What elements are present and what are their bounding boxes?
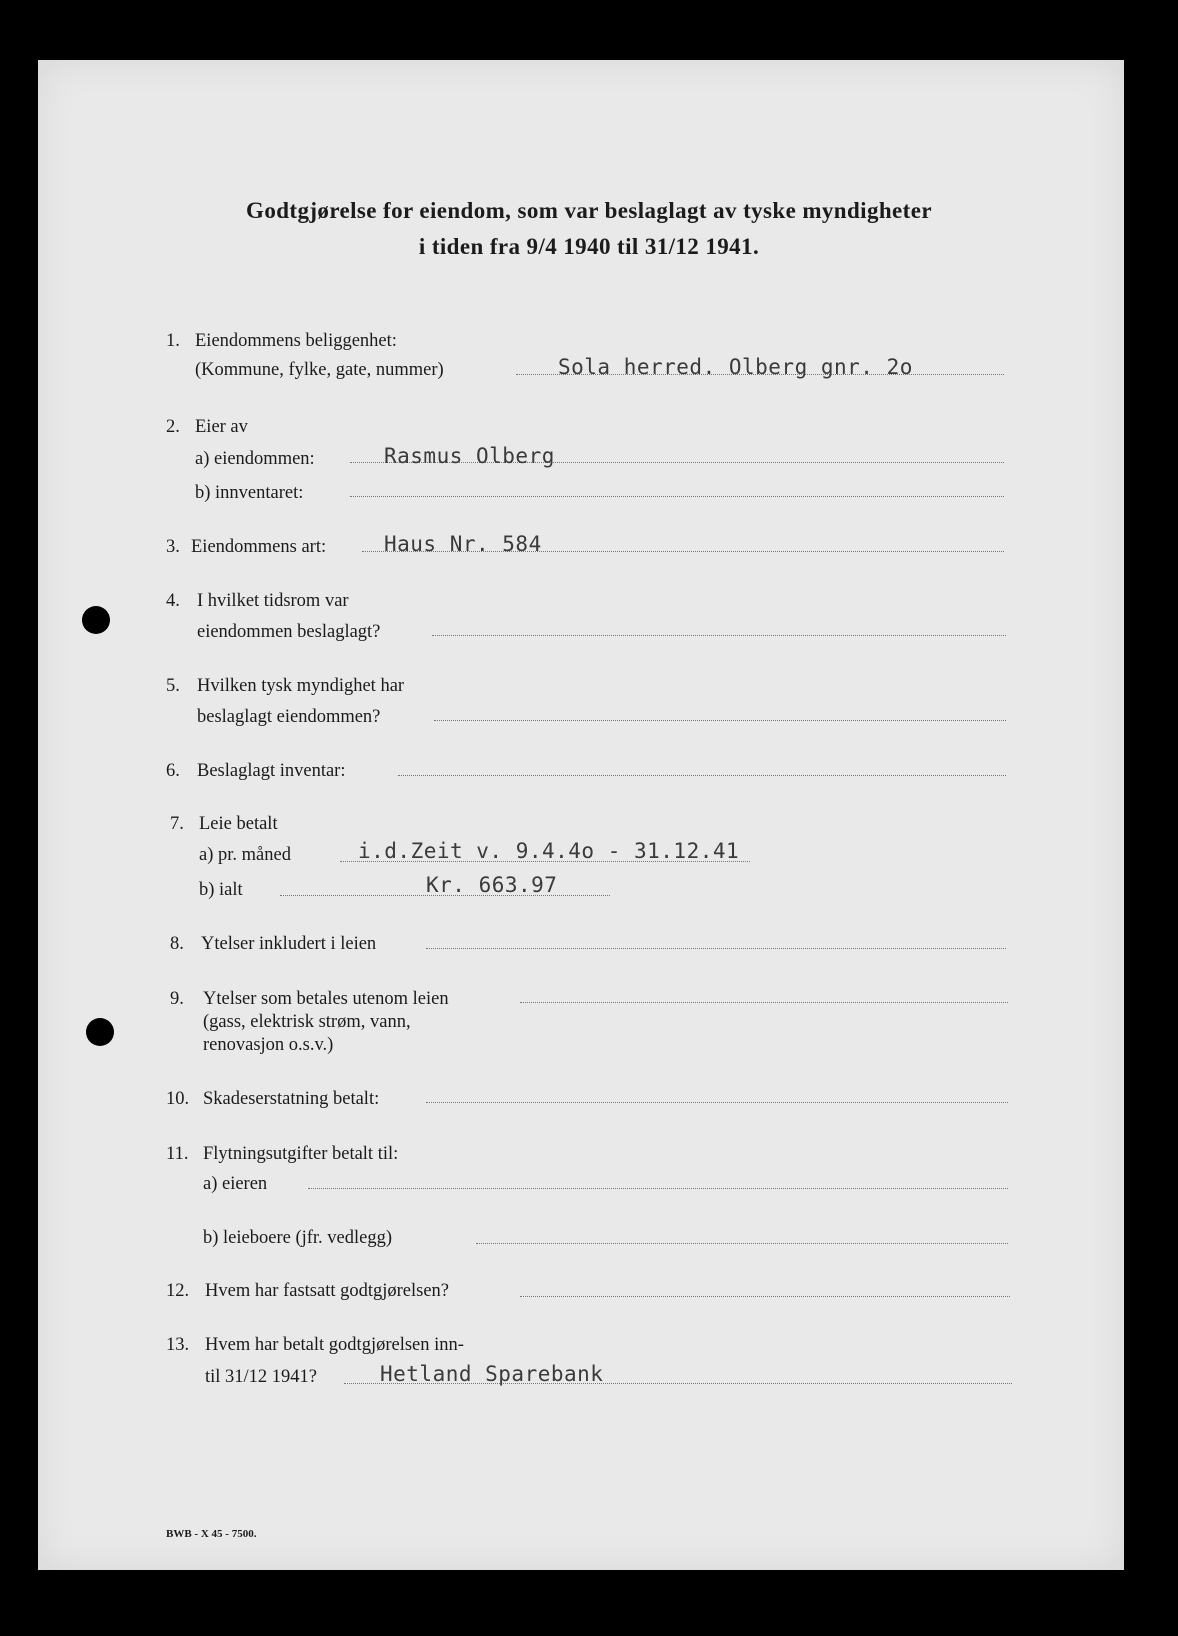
item-10-label: Skadeserstatning betalt:: [203, 1089, 380, 1109]
item-1-value: Sola herred. Olberg gnr. 2o: [558, 355, 913, 379]
item-12-number: 12.: [166, 1281, 190, 1301]
item-9-field-line: [520, 1002, 1008, 1003]
item-5-number: 5.: [166, 676, 180, 696]
item-1-sublabel: (Kommune, fylke, gate, nummer): [195, 360, 444, 380]
form-title-line2: i tiden fra 9/4 1940 til 31/12 1941.: [418, 234, 760, 259]
item-1-number: 1.: [166, 331, 180, 351]
item-5-label: Hvilken tysk myndighet har: [197, 676, 405, 696]
item-5-sublabel: beslaglagt eiendommen?: [197, 707, 381, 727]
item-4-sublabel: eiendommen beslaglagt?: [197, 622, 381, 642]
item-7b-value: Kr. 663.97: [426, 873, 558, 897]
item-13-number: 13.: [166, 1335, 190, 1355]
item-3-label: Eiendommens art:: [191, 537, 327, 557]
item-2b-field-line: [350, 496, 1004, 497]
item-9-label: Ytelser som betales utenom leien: [203, 989, 449, 1009]
item-9-sublabel-2: renovasjon o.s.v.): [203, 1035, 334, 1055]
form-footer-code: BWB - X 45 - 7500.: [166, 1528, 257, 1540]
item-1-label: Eiendommens beliggenhet:: [195, 331, 397, 351]
item-11a-field-line: [308, 1188, 1008, 1189]
item-11-label: Flytningsutgifter betalt til:: [203, 1144, 399, 1164]
form-title-line1: Godtgjørelse for eiendom, som var beslaglagt av tyske myndigheter: [246, 198, 932, 223]
item-2-number: 2.: [166, 417, 180, 437]
item-7-number: 7.: [170, 814, 184, 834]
item-10-number: 10.: [166, 1089, 190, 1109]
item-9-sublabel-1: (gass, elektrisk strøm, vann,: [203, 1012, 411, 1032]
item-7a-label: a) pr. måned: [199, 845, 291, 865]
item-11b-label: b) leieboere (jfr. vedlegg): [203, 1228, 393, 1248]
item-4-label: I hvilket tidsrom var: [197, 591, 349, 611]
punch-hole-top: [82, 606, 110, 634]
item-7a-value: i.d.Zeit v. 9.4.4o - 31.12.41: [358, 839, 740, 863]
item-2a-label: a) eiendommen:: [195, 449, 315, 469]
item-8-number: 8.: [170, 934, 184, 954]
item-13-sublabel: til 31/12 1941?: [205, 1367, 318, 1387]
item-6-label: Beslaglagt inventar:: [197, 761, 346, 781]
item-6-field-line: [398, 775, 1006, 776]
item-8-label: Ytelser inkludert i leien: [201, 934, 377, 954]
item-2a-value: Rasmus Olberg: [384, 444, 555, 468]
item-4-field-line: [432, 635, 1006, 636]
item-3-value: Haus Nr. 584: [384, 532, 542, 556]
item-3-number: 3.: [166, 537, 180, 557]
item-4-number: 4.: [166, 591, 180, 611]
item-11a-label: a) eieren: [203, 1174, 268, 1194]
item-6-number: 6.: [166, 761, 180, 781]
item-11-number: 11.: [166, 1144, 189, 1164]
item-7b-label: b) ialt: [199, 880, 243, 900]
item-13-label: Hvem har betalt godtgjørelsen inn-: [205, 1335, 464, 1355]
item-10-field-line: [426, 1102, 1008, 1103]
item-8-field-line: [426, 948, 1006, 949]
punch-hole-bottom: [86, 1018, 114, 1046]
item-9-number: 9.: [170, 989, 184, 1009]
item-5-field-line: [434, 720, 1006, 721]
item-12-label: Hvem har fastsatt godtgjørelsen?: [205, 1281, 450, 1301]
item-11b-field-line: [476, 1243, 1008, 1244]
item-12-field-line: [520, 1296, 1010, 1297]
item-13-value: Hetland Sparebank: [380, 1362, 604, 1386]
item-2b-label: b) innventaret:: [195, 483, 304, 503]
item-2-label: Eier av: [195, 417, 248, 437]
item-7-label: Leie betalt: [199, 814, 278, 834]
